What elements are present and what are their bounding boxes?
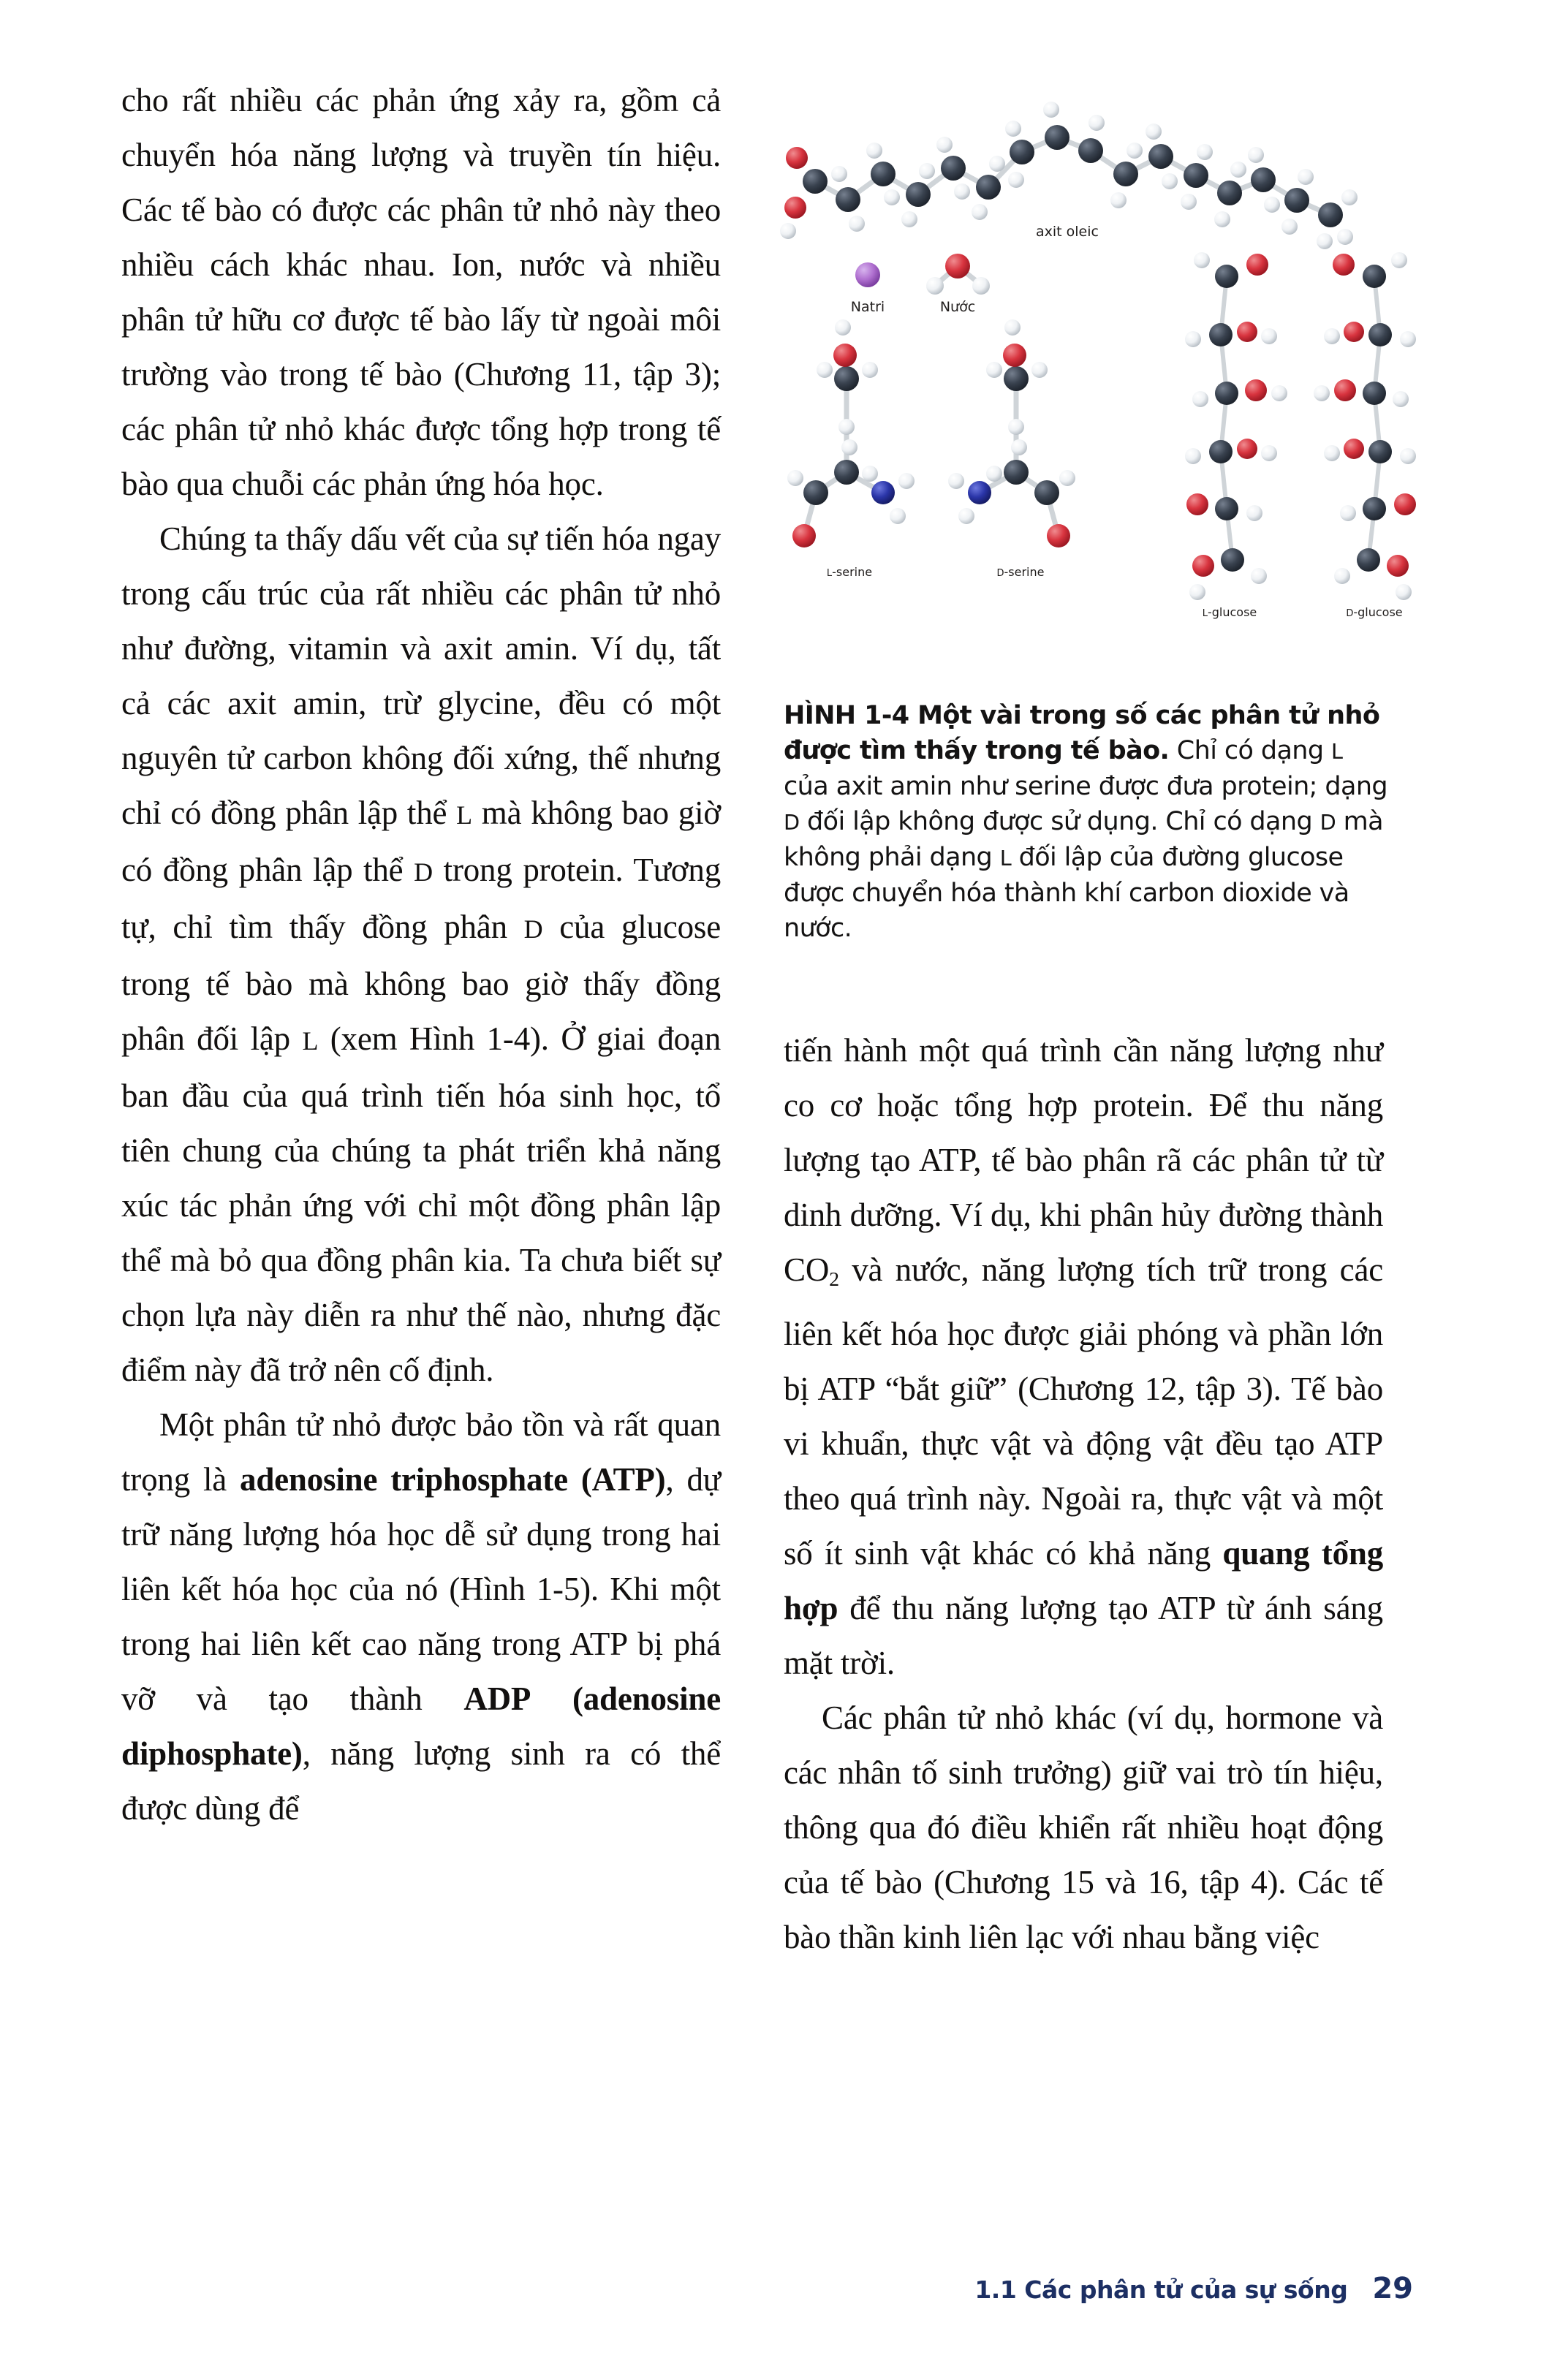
molecule-illustration xyxy=(775,64,1455,620)
term-photosynthesis: quang tổng hợp xyxy=(784,1534,1383,1626)
label-d-glucose-suffix: -glucose xyxy=(1353,605,1403,619)
running-head: 1.1 Các phân tử của sự sống xyxy=(974,2275,1348,2304)
figure-caption-title: HÌNH 1-4 Một vài trong số các phân tử nhỏ được tìm thấy trong tế bào. xyxy=(784,701,1380,765)
co2-subscript: 2 xyxy=(829,1267,839,1291)
l-glucose-atoms xyxy=(1185,252,1287,600)
term-atp: adenosine triphosphate (ATP) xyxy=(240,1461,666,1498)
molecule-water xyxy=(926,254,990,295)
paragraph-left-3: Một phân tử nhỏ được bảo tồn và rất quan trọng là adenosine triphosphate (ATP), dự trữ năng lượng hóa học dễ sử dụng trong hai liên kết hóa học của nó (Hình 1-5). Khi một trong hai liên kết cao năng trong ATP bị phá vỡ và tạo thành ADP (adenosine diphosphate), năng lượng sinh ra có thể được dùng để xyxy=(121,1406,721,1827)
page-footer xyxy=(0,2272,1541,2305)
paragraph-left-1: cho rất nhiều các phản ứng xảy ra, gồm cả chuyển hóa năng lượng và truyền tín hiệu. Các tế bào có được các phân tử nhỏ này theo nhiều cách khác nhau. Ion, nước và nhiều phân tử hữu cơ được tế bào lấy từ ngoài môi trường vào trong tế bào (Chương 11, tập 3); các phân tử nhỏ khác được tổng hợp trong tế bào qua chuỗi các phản ứng hóa học. xyxy=(121,82,721,502)
l-serine-atoms xyxy=(787,319,915,547)
right-text-column xyxy=(784,1023,1383,1965)
label-d-glucose-prefix: D xyxy=(1346,608,1354,619)
stereoisomer-d: D xyxy=(414,857,433,887)
label-l-glucose xyxy=(1203,605,1257,619)
figure-1-4 xyxy=(775,64,1455,620)
label-d-serine xyxy=(997,565,1045,579)
caption-form-l: L xyxy=(1331,739,1343,764)
label-d-glucose xyxy=(1346,605,1402,619)
term-adp: ADP xyxy=(463,1680,531,1717)
term-adp-full: (adenosine diphosphate) xyxy=(121,1680,721,1772)
molecule-sodium xyxy=(855,262,880,287)
label-l-serine xyxy=(827,565,872,579)
caption-form-l-2: L xyxy=(999,846,1012,871)
paragraph-right-2: Các phân tử nhỏ khác (ví dụ, hormone và các nhân tố sinh trưởng) giữ vai trò tín hiệu, thông qua đó điều khiển rất nhiều hoạt động của tế bào (Chương 15 và 16, tập 4). Các tế bào thần kinh liên lạc với nhau bằng việc xyxy=(784,1699,1383,1955)
label-l-glucose-suffix: -glucose xyxy=(1207,605,1257,619)
label-l-serine-suffix: -serine xyxy=(832,565,873,579)
label-natri: Natri xyxy=(850,299,885,315)
label-nuoc: Nước xyxy=(939,299,976,315)
figure-caption-body: Chỉ có dạng L của axit amin như serine được đưa protein; dạng D đối lập không được sử dụng. Chỉ có dạng D mà không phải dạng L đối lập của đường glucose được chuyển hóa thành khí carbon dioxide và nước. xyxy=(784,736,1388,943)
d-serine-atoms xyxy=(948,319,1075,547)
paragraph-left-2: Chúng ta thấy dấu vết của sự tiến hóa ngay trong cấu trúc của rất nhiều các phân tử nhỏ như đường, vitamin và axit amin. Ví dụ, tất cả các axit amin, trừ glycine, đều có một nguyên tử carbon không đối xứng, thế nhưng chỉ có đồng phân lập thể L mà không bao giờ có đồng phân lập thể D trong protein. Tương tự, chỉ tìm thấy đồng phân D của glucose trong tế bào mà không bao giờ thấy đồng phân đối lập L (xem Hình 1-4). Ở giai đoạn ban đầu của quá trình tiến hóa sinh học, tổ tiên chung của chúng ta phát triển khả năng xúc tác phản ứng với chỉ một đồng phân lập thể mà bỏ qua đồng phân kia. Ta chưa biết sự chọn lựa này diễn ra như thế nào, nhưng đặc điểm này đã trở nên cố định. xyxy=(121,520,722,1388)
label-l-glucose-prefix: L xyxy=(1202,608,1208,619)
stereoisomer-d-2: D xyxy=(523,914,543,944)
left-text-column xyxy=(121,73,721,1836)
label-axit-oleic: axit oleic xyxy=(1036,224,1099,240)
label-d-serine-suffix: -serine xyxy=(1004,565,1045,579)
stereoisomer-l-2: L xyxy=(302,1026,319,1056)
paragraph-right-1: tiến hành một quá trình cần năng lượng như co cơ hoặc tổng hợp protein. Để thu năng lượng tạo ATP, tế bào phân rã các phân tử từ dinh dưỡng. Ví dụ, khi phân hủy đường thành $CO_2$ và nước, năng lượng tích trữ trong các liên kết hóa học được giải phóng và phần lớn bị ATP “bắt giữ” (Chương 12, tập 3). Tế bào vi khuẩn, thực vật và động vật đều tạo ATP theo quá trình này. Ngoài ra, thực vật và một số ít sinh vật khác có khả năng quang tổng hợp để thu năng lượng tạo ATP từ ánh sáng mặt trời. xyxy=(784,1032,1383,1681)
caption-form-d-2: D xyxy=(1319,810,1336,835)
figure-caption xyxy=(784,698,1390,946)
label-l-serine-prefix: L xyxy=(826,568,833,579)
caption-form-d: D xyxy=(784,810,800,835)
page-number: 29 xyxy=(1372,2272,1413,2305)
stereoisomer-l: L xyxy=(456,800,472,830)
label-d-serine-prefix: D xyxy=(996,568,1004,579)
d-glucose-atoms xyxy=(1314,252,1416,600)
